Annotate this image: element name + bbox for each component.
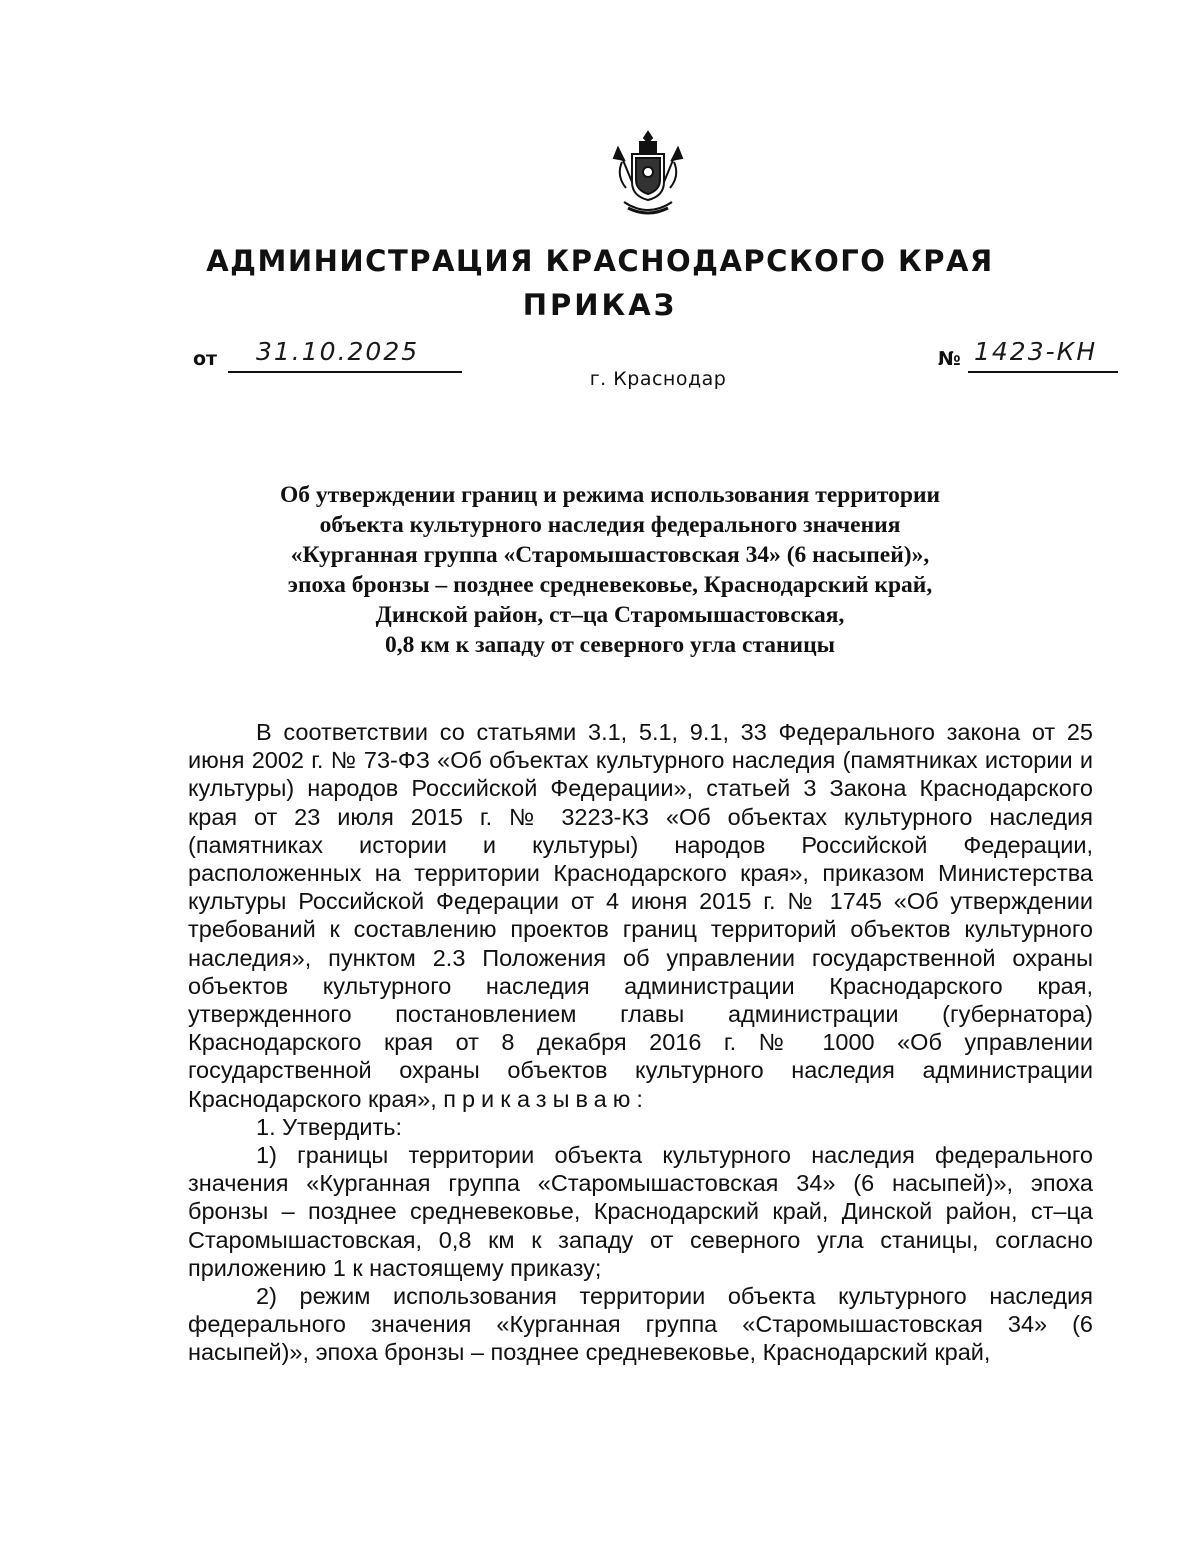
subject-line: 0,8 км к западу от северного угла станицы (385, 632, 835, 658)
date-value: 31.10.2025 (256, 337, 420, 366)
subject-line: эпоха бронзы – позднее средневековье, Краснодарский край, (287, 572, 933, 598)
preamble-text: В соответствии со статьями 3.1, 5.1, 9.1, 33 Федерального закона от 25 июня 2002 г. № 73-ФЗ «Об объектах культурного наследия (памятниках истории и культуры) народов Российской Федерации», статьей 3 Закона Краснодарского края от 23 июля 2015 г. № 3223-КЗ «Об объектах культурного наследия (памятниках истории и культуры) народов Российской Федерации, расположенных на территории Краснодарского края», приказом Министерства культуры Российской Федерации от 4 июня 2015 г. № 1745 «Об утверждении требований к составлению проектов границ территорий объектов культурного наследия», пунктом 2.3 Положения об управлении государственной охраны объектов культурного наследия администрации Краснодарского края, утвержденного постановлением главы администрации (губернатора) Краснодарского края от 8 декабря 2016 г. № 1000 «Об управлении государственной охраны объектов культурного наследия администрации Краснодарского края», (188, 719, 1093, 1112)
item-1: 1. Утвердить: (256, 1113, 403, 1140)
document-subject (150, 480, 1070, 660)
number-label: № (938, 348, 961, 370)
document-body (188, 718, 1093, 1367)
city: г. Краснодар (589, 368, 727, 390)
item-1-2: 2) режим использования территории объекта культурного наследия федерального значения «Курганная группа «Старомышастовская 34» (6 насыпей)», эпоха бронзы – позднее средневековье, Краснодарский край, (188, 1283, 1093, 1366)
organization-title: АДМИНИСТРАЦИЯ КРАСНОДАРСКОГО КРАЯ (206, 244, 994, 278)
number-value: 1423-КН (974, 337, 1098, 366)
document-type: ПРИКАЗ (522, 288, 678, 322)
date-label: от (193, 348, 218, 370)
subject-line: объекта культурного наследия федерального значения (319, 512, 901, 538)
order-word: приказываю: (443, 1085, 649, 1112)
krasnodar-coat-of-arms-icon (610, 128, 686, 220)
subject-line: «Курганная группа «Старомышастовская 34» (6 насыпей)», (290, 542, 930, 568)
preamble-paragraph (188, 718, 1093, 1113)
subject-line: Динской район, ст–ца Старомышастовская, (375, 602, 845, 628)
item-1-1: 1) границы территории объекта культурного наследия федерального значения «Курганная группа «Старомышастовская 34» (6 насыпей)», эпоха бронзы – позднее средневековье, Краснодарский край, Динской район, ст–ца Старомышастовская, 0,8 км к западу от северного угла станицы, согласно приложению 1 к настоящему приказу; (188, 1142, 1093, 1281)
subject-line: Об утверждении границ и режима использования территории (279, 482, 941, 508)
